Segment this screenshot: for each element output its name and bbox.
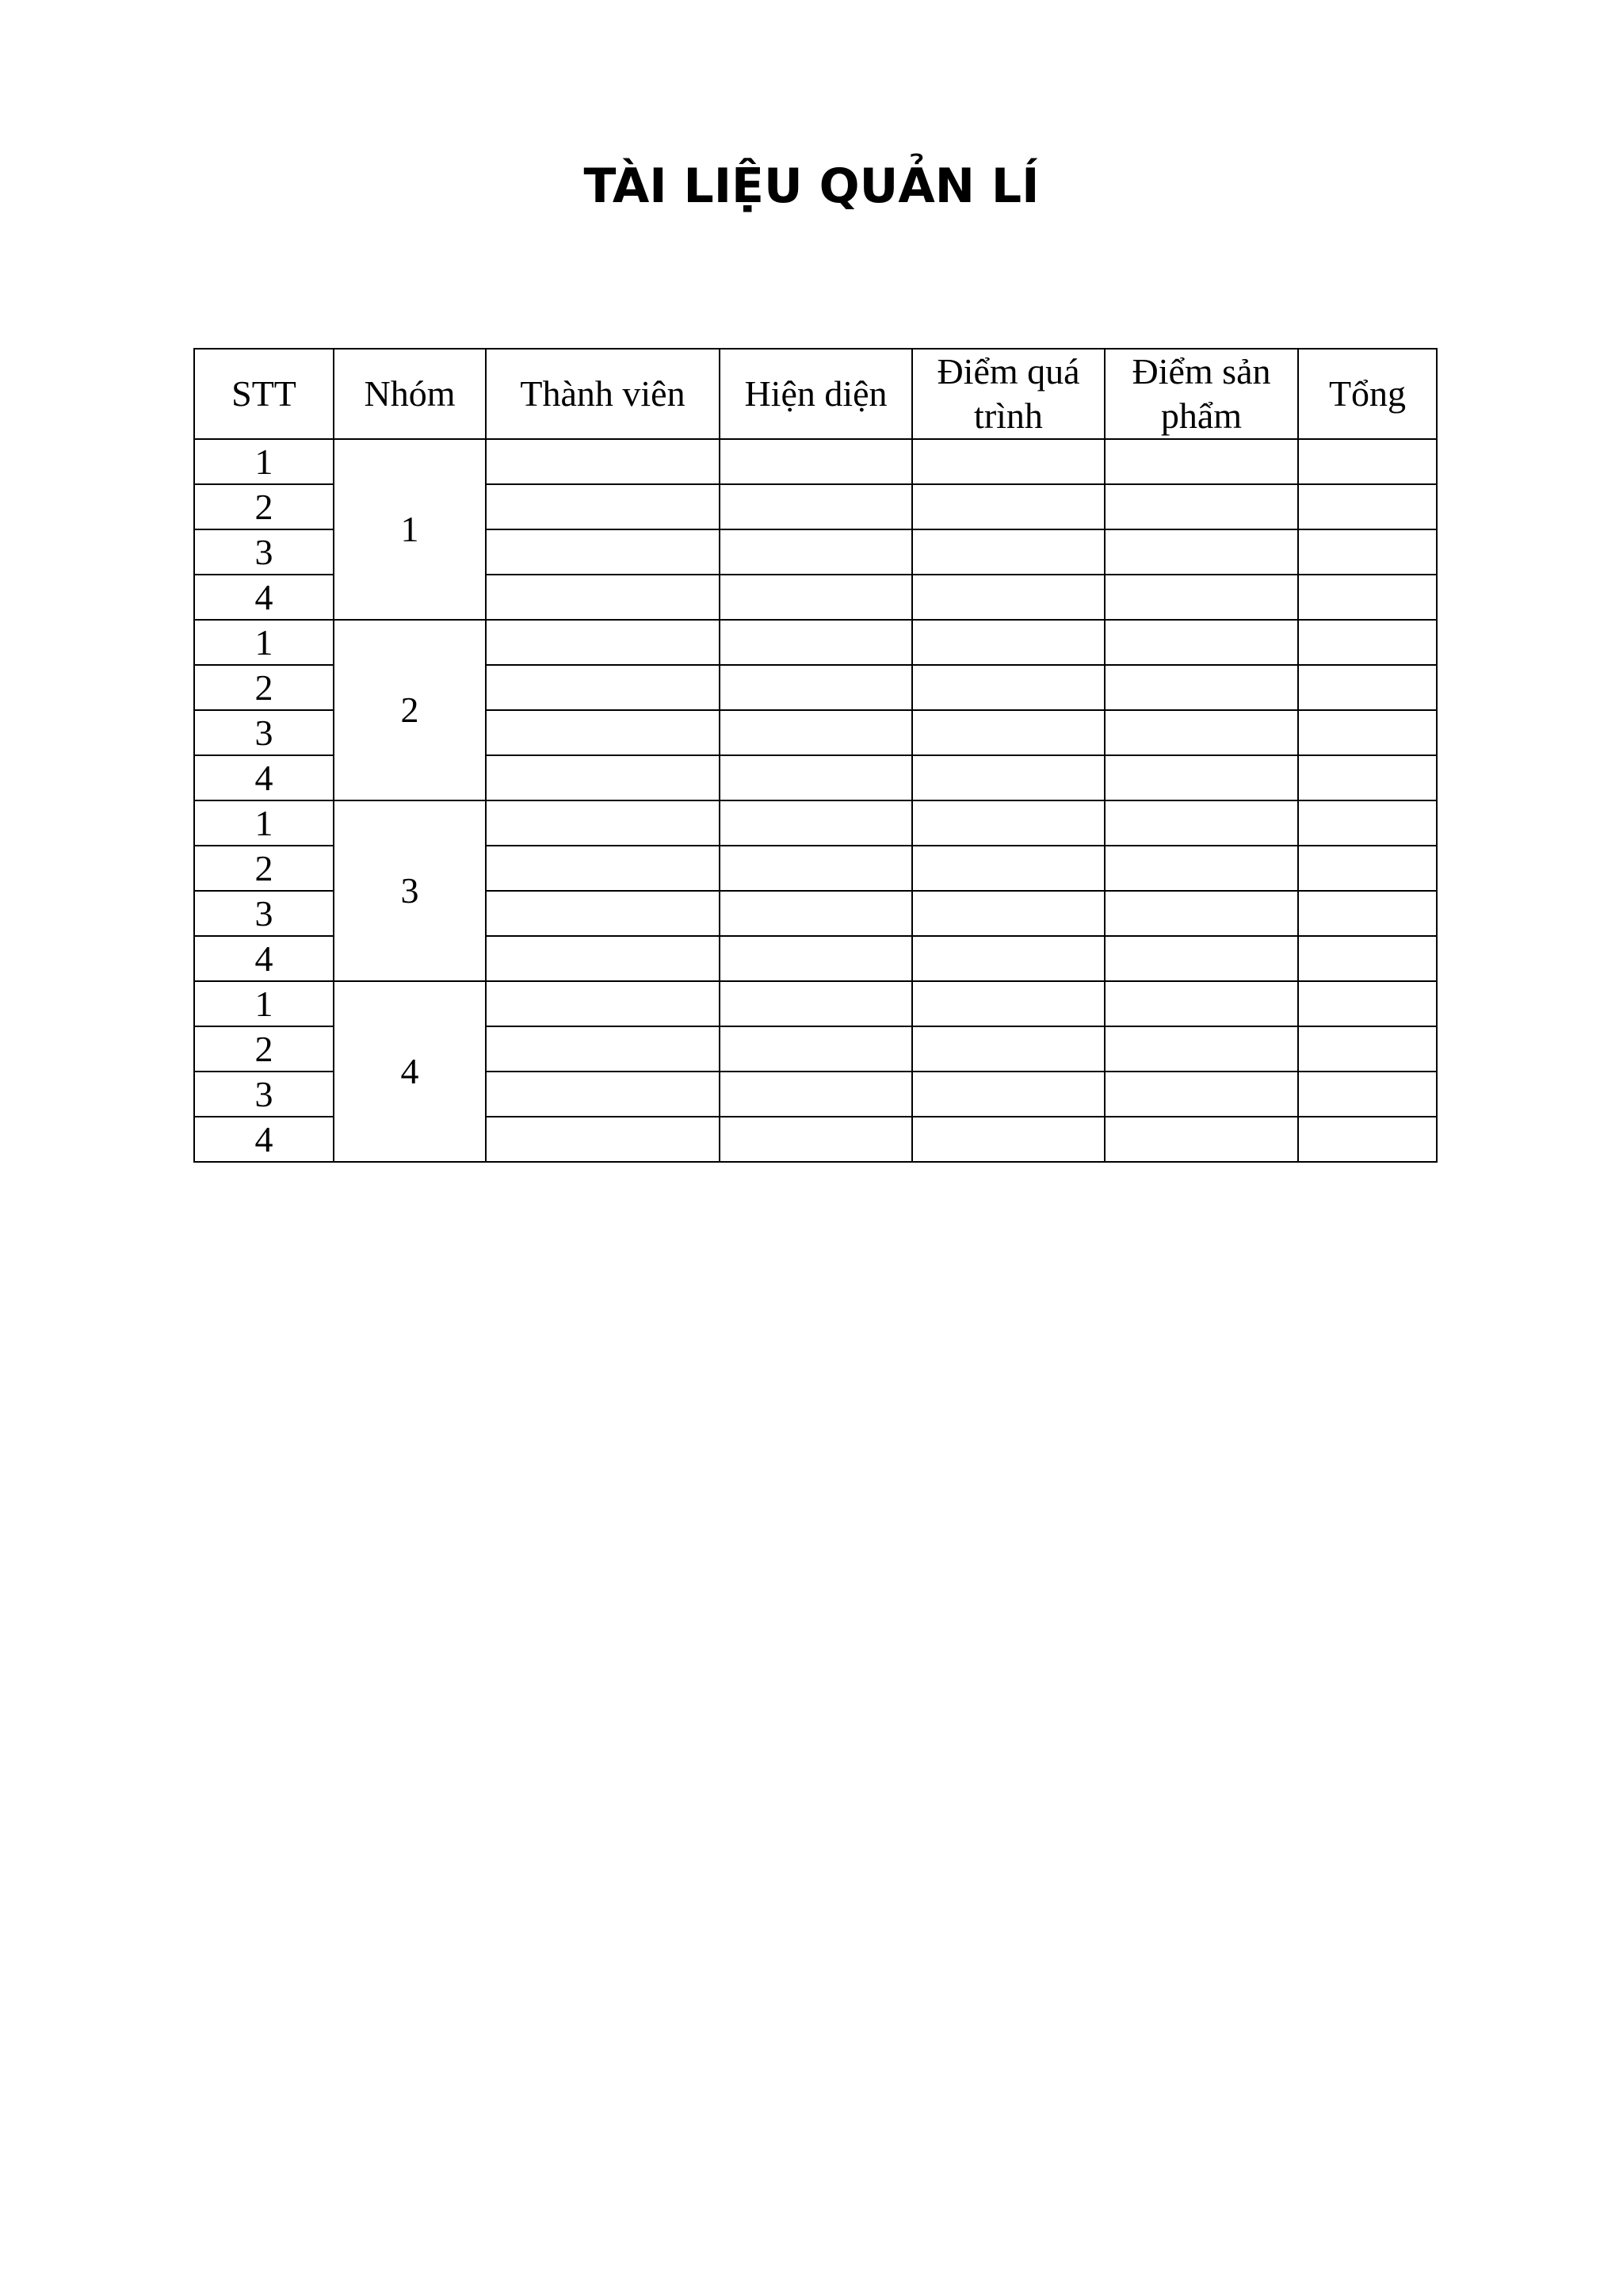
- total-cell[interactable]: [1298, 575, 1437, 620]
- total-cell[interactable]: [1298, 891, 1437, 936]
- header-stt: STT: [194, 349, 334, 439]
- attendance-cell[interactable]: [720, 529, 912, 575]
- stt-cell: 1: [194, 620, 334, 665]
- member-cell[interactable]: [486, 1072, 720, 1117]
- product-score-cell[interactable]: [1105, 620, 1298, 665]
- process-score-cell[interactable]: [912, 439, 1105, 484]
- process-score-cell[interactable]: [912, 529, 1105, 575]
- product-score-cell[interactable]: [1105, 484, 1298, 529]
- process-score-cell[interactable]: [912, 891, 1105, 936]
- attendance-cell[interactable]: [720, 800, 912, 846]
- total-cell[interactable]: [1298, 846, 1437, 891]
- total-cell[interactable]: [1298, 981, 1437, 1026]
- attendance-cell[interactable]: [720, 1072, 912, 1117]
- header-attendance: Hiện diện: [720, 349, 912, 439]
- product-score-cell[interactable]: [1105, 575, 1298, 620]
- total-cell[interactable]: [1298, 936, 1437, 981]
- member-cell[interactable]: [486, 484, 720, 529]
- member-cell[interactable]: [486, 846, 720, 891]
- total-cell[interactable]: [1298, 665, 1437, 710]
- total-cell[interactable]: [1298, 529, 1437, 575]
- attendance-cell[interactable]: [720, 1117, 912, 1162]
- member-cell[interactable]: [486, 755, 720, 800]
- process-score-cell[interactable]: [912, 755, 1105, 800]
- grade-table: [193, 348, 1438, 1163]
- attendance-cell[interactable]: [720, 575, 912, 620]
- group-cell: 1: [334, 439, 486, 620]
- stt-cell: 1: [194, 981, 334, 1026]
- product-score-cell[interactable]: [1105, 1072, 1298, 1117]
- table-row: [194, 439, 1437, 484]
- member-cell[interactable]: [486, 710, 720, 755]
- header-process-score: Điểm quá trình: [912, 349, 1105, 439]
- stt-cell: 4: [194, 575, 334, 620]
- member-cell[interactable]: [486, 575, 720, 620]
- process-score-cell[interactable]: [912, 620, 1105, 665]
- stt-cell: 3: [194, 1072, 334, 1117]
- process-score-cell[interactable]: [912, 846, 1105, 891]
- product-score-cell[interactable]: [1105, 800, 1298, 846]
- document-title: TÀI LIỆU QUẢN LÍ: [583, 159, 1040, 214]
- header-group: Nhóm: [334, 349, 486, 439]
- stt-cell: 1: [194, 439, 334, 484]
- stt-cell: 3: [194, 529, 334, 575]
- product-score-cell[interactable]: [1105, 981, 1298, 1026]
- member-cell[interactable]: [486, 439, 720, 484]
- member-cell[interactable]: [486, 936, 720, 981]
- process-score-cell[interactable]: [912, 710, 1105, 755]
- total-cell[interactable]: [1298, 1117, 1437, 1162]
- process-score-cell[interactable]: [912, 575, 1105, 620]
- attendance-cell[interactable]: [720, 484, 912, 529]
- member-cell[interactable]: [486, 1117, 720, 1162]
- member-cell[interactable]: [486, 620, 720, 665]
- header-row: [194, 349, 1437, 439]
- stt-cell: 2: [194, 665, 334, 710]
- group-cell: 4: [334, 981, 486, 1162]
- attendance-cell[interactable]: [720, 936, 912, 981]
- attendance-cell[interactable]: [720, 620, 912, 665]
- stt-cell: 1: [194, 800, 334, 846]
- total-cell[interactable]: [1298, 1026, 1437, 1072]
- member-cell[interactable]: [486, 981, 720, 1026]
- stt-cell: 2: [194, 1026, 334, 1072]
- member-cell[interactable]: [486, 529, 720, 575]
- header-total: Tổng: [1298, 349, 1437, 439]
- total-cell[interactable]: [1298, 800, 1437, 846]
- group-cell: 3: [334, 800, 486, 981]
- member-cell[interactable]: [486, 800, 720, 846]
- attendance-cell[interactable]: [720, 439, 912, 484]
- member-cell[interactable]: [486, 665, 720, 710]
- product-score-cell[interactable]: [1105, 755, 1298, 800]
- stt-cell: 3: [194, 710, 334, 755]
- process-score-cell[interactable]: [912, 484, 1105, 529]
- stt-cell: 2: [194, 484, 334, 529]
- attendance-cell[interactable]: [720, 755, 912, 800]
- product-score-cell[interactable]: [1105, 891, 1298, 936]
- attendance-cell[interactable]: [720, 846, 912, 891]
- table-row: [194, 981, 1437, 1026]
- process-score-cell[interactable]: [912, 1072, 1105, 1117]
- product-score-cell[interactable]: [1105, 710, 1298, 755]
- product-score-cell[interactable]: [1105, 1026, 1298, 1072]
- table-row: [194, 620, 1437, 665]
- product-score-cell[interactable]: [1105, 529, 1298, 575]
- table-body: [194, 439, 1437, 1162]
- product-score-cell[interactable]: [1105, 936, 1298, 981]
- header-product-score: Điểm sản phẩm: [1105, 349, 1298, 439]
- attendance-cell[interactable]: [720, 981, 912, 1026]
- process-score-cell[interactable]: [912, 1026, 1105, 1072]
- total-cell[interactable]: [1298, 439, 1437, 484]
- process-score-cell[interactable]: [912, 800, 1105, 846]
- product-score-cell[interactable]: [1105, 665, 1298, 710]
- stt-cell: 4: [194, 1117, 334, 1162]
- attendance-cell[interactable]: [720, 891, 912, 936]
- process-score-cell[interactable]: [912, 936, 1105, 981]
- attendance-cell[interactable]: [720, 1026, 912, 1072]
- table-row: [194, 800, 1437, 846]
- member-cell[interactable]: [486, 1026, 720, 1072]
- total-cell[interactable]: [1298, 620, 1437, 665]
- total-cell[interactable]: [1298, 710, 1437, 755]
- process-score-cell[interactable]: [912, 1117, 1105, 1162]
- total-cell[interactable]: [1298, 755, 1437, 800]
- stt-cell: 2: [194, 846, 334, 891]
- process-score-cell[interactable]: [912, 665, 1105, 710]
- stt-cell: 3: [194, 891, 334, 936]
- group-cell: 2: [334, 620, 486, 800]
- attendance-cell[interactable]: [720, 665, 912, 710]
- member-cell[interactable]: [486, 891, 720, 936]
- attendance-cell[interactable]: [720, 710, 912, 755]
- process-score-cell[interactable]: [912, 981, 1105, 1026]
- product-score-cell[interactable]: [1105, 439, 1298, 484]
- stt-cell: 4: [194, 936, 334, 981]
- total-cell[interactable]: [1298, 484, 1437, 529]
- product-score-cell[interactable]: [1105, 846, 1298, 891]
- header-member: Thành viên: [486, 349, 720, 439]
- total-cell[interactable]: [1298, 1072, 1437, 1117]
- stt-cell: 4: [194, 755, 334, 800]
- product-score-cell[interactable]: [1105, 1117, 1298, 1162]
